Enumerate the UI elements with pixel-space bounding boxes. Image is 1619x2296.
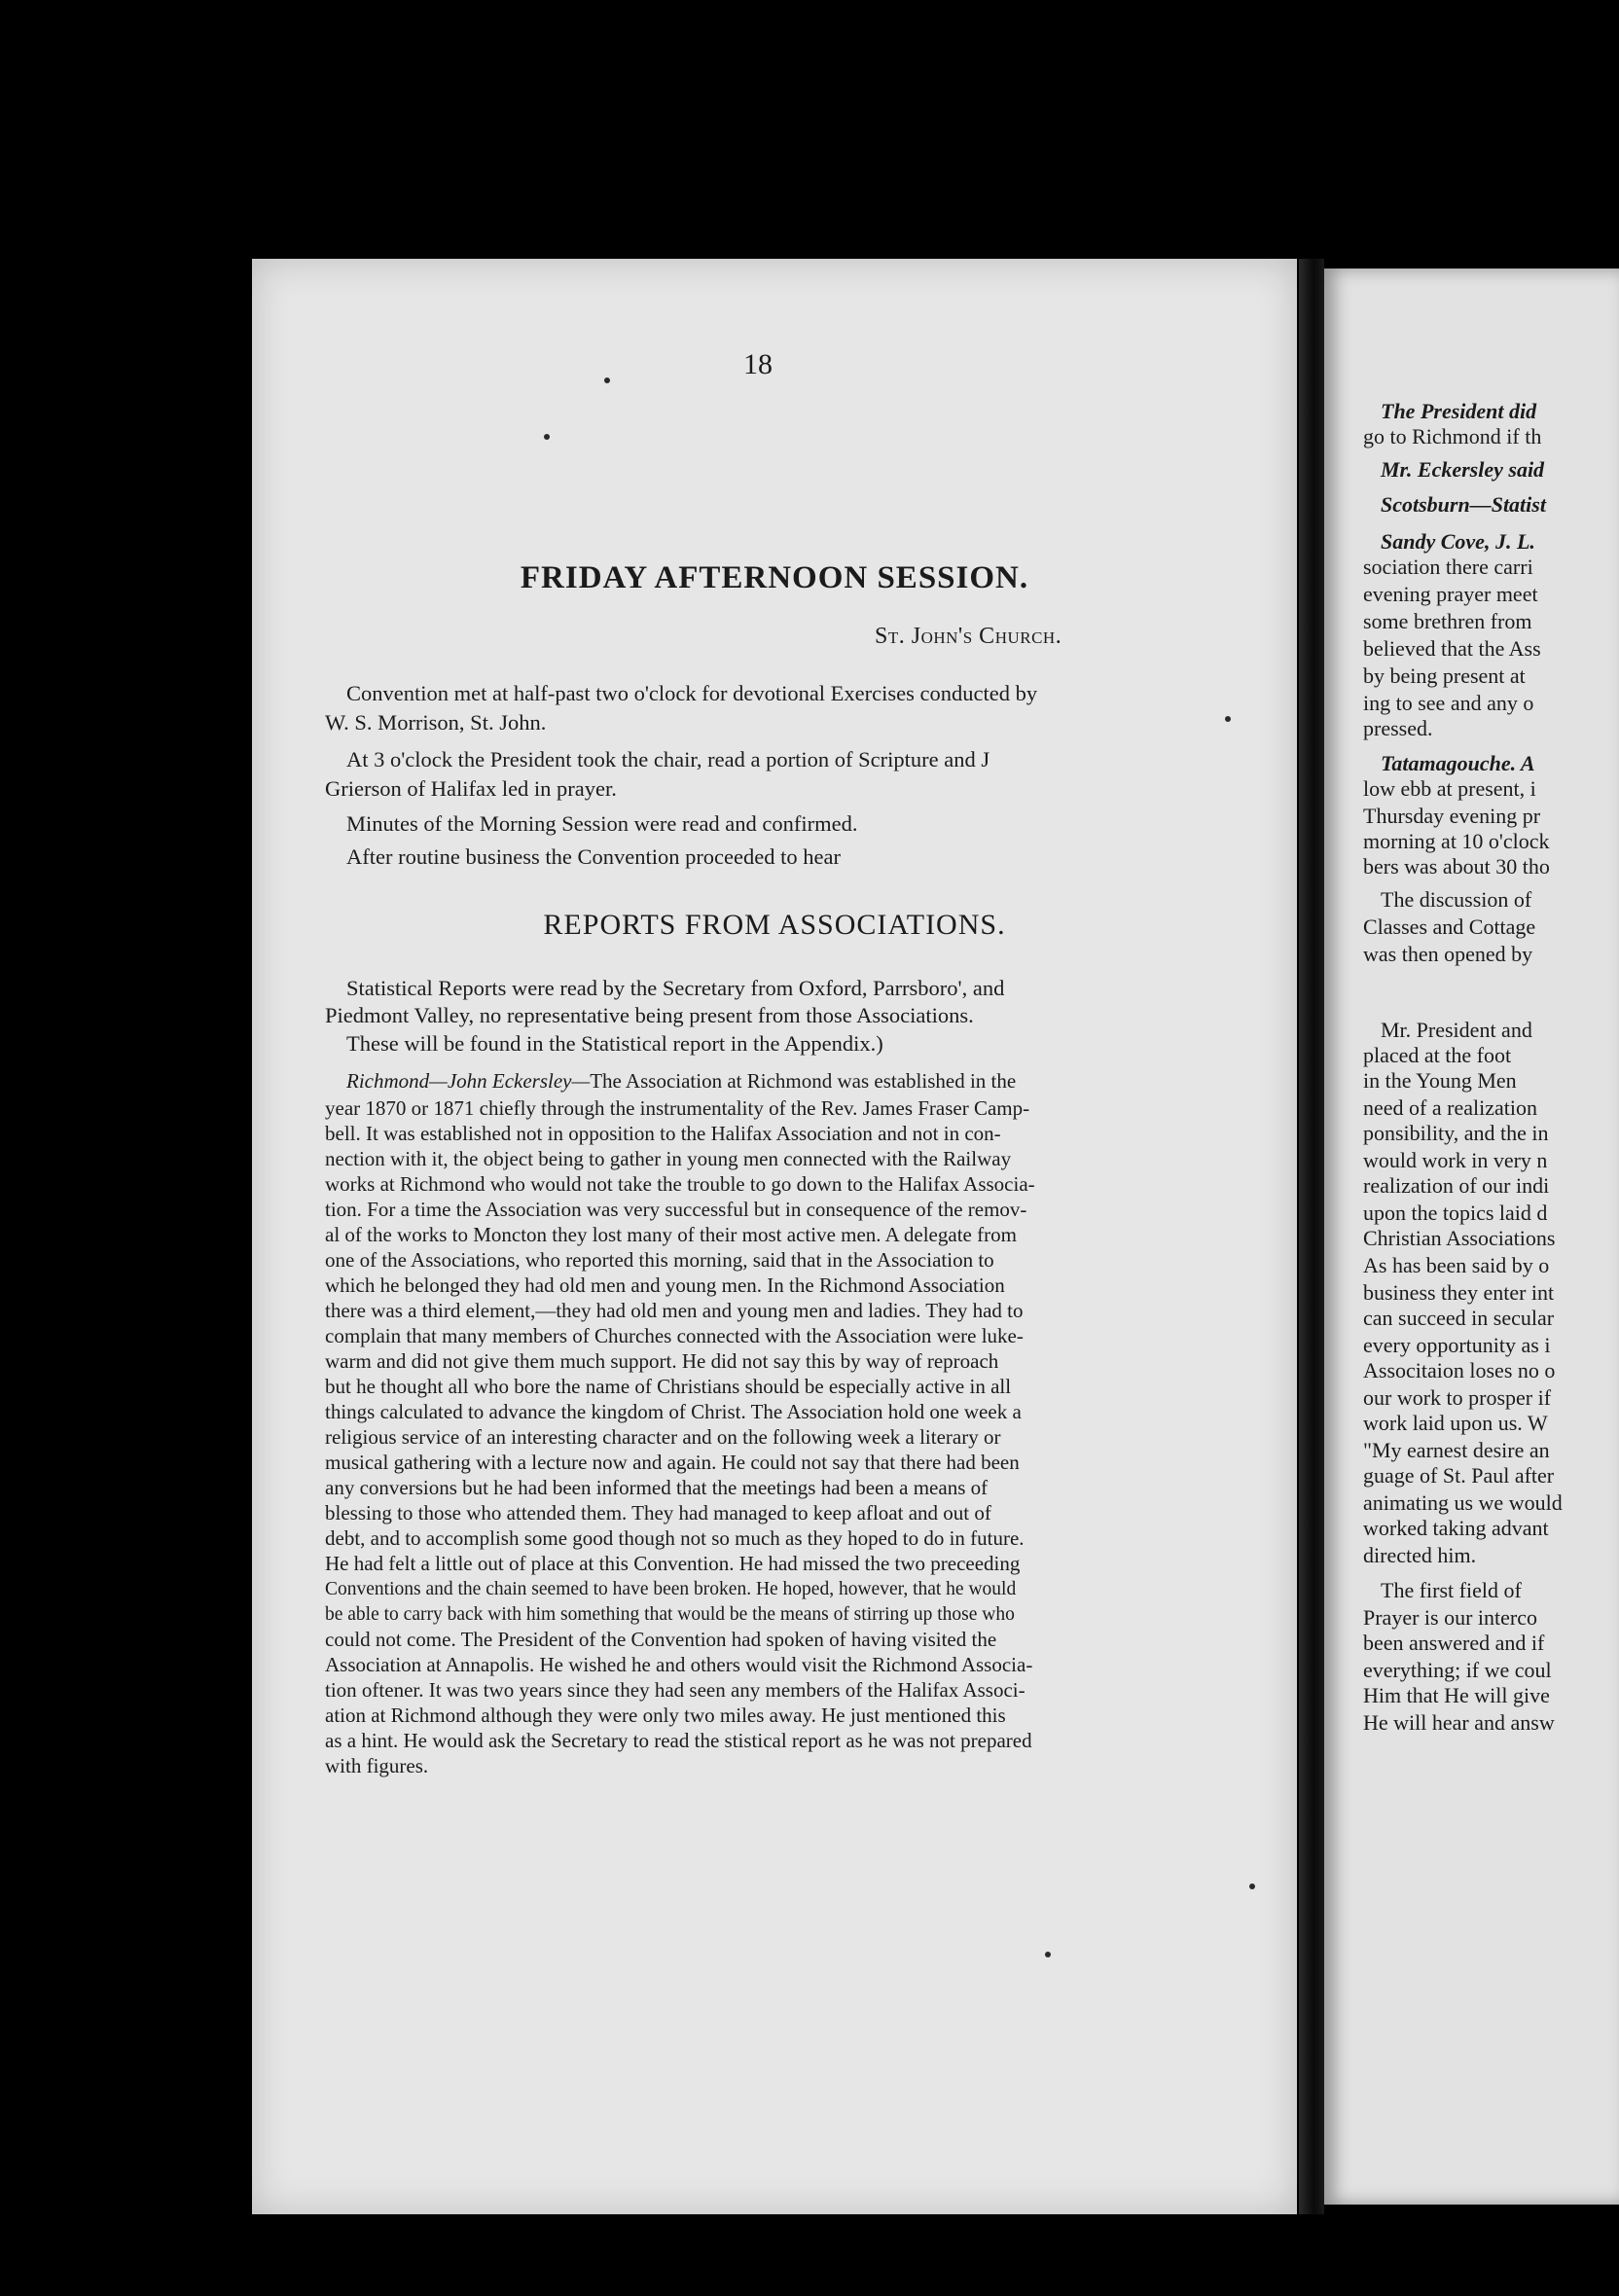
text-line: tion oftener. It was two years since they had seen any members of the Halifax Associ-	[325, 1678, 1025, 1702]
facing-text-line: work laid upon us. W	[1363, 1411, 1548, 1435]
text-line: there was a third element,—they had old men and young men and ladies. They had to	[325, 1299, 1024, 1322]
facing-text-line: The President did	[1381, 399, 1537, 423]
reports-heading: REPORTS FROM ASSOCIATIONS.	[543, 909, 1006, 941]
main-page	[252, 259, 1297, 2214]
text-line: which he belonged they had old men and young men. In the Richmond Association	[325, 1274, 1005, 1297]
facing-text-line: Sandy Cove, J. L.	[1381, 529, 1535, 554]
text-line: blessing to those who attended them. They had managed to keep afloat and out of	[325, 1501, 991, 1525]
facing-text-line: ing to see and any o	[1363, 691, 1534, 715]
facing-text-line: As has been said by o	[1363, 1253, 1550, 1277]
facing-text-line: need of a realization	[1363, 1095, 1537, 1120]
facing-text-line: Scotsburn—Statist	[1381, 492, 1546, 517]
facing-text-line: directed him.	[1363, 1543, 1477, 1567]
scan-speck	[604, 377, 610, 383]
facing-text-line: The discussion of	[1381, 887, 1532, 912]
text-line: Piedmont Valley, no representative being present from those Associations.	[325, 1003, 974, 1027]
text-line: any conversions but he had been informed that the meetings had been a means of	[325, 1476, 989, 1499]
text-line: After routine business the Convention proceeded to hear	[346, 844, 841, 869]
facing-text-line: "My earnest desire an	[1363, 1438, 1550, 1462]
location-line: St. John's Church.	[875, 624, 1062, 649]
text-line: Conventions and the chain seemed to have been broken. He hoped, however, that he would	[325, 1579, 1017, 1599]
text-line: works at Richmond who would not take the trouble to go down to the Halifax Associa-	[325, 1172, 1035, 1196]
facing-text-line: He will hear and answ	[1363, 1710, 1555, 1735]
facing-text-line: placed at the foot	[1363, 1043, 1512, 1067]
facing-text-line: some brethren from	[1363, 609, 1532, 633]
scan-speck	[544, 434, 550, 440]
text-line: warm and did not give them much support. He did not say this by way of reproach	[325, 1349, 999, 1373]
text-line: tion. For a time the Association was very successful but in consequence of the remov-	[325, 1198, 1027, 1221]
text-line: with figures.	[325, 1754, 429, 1777]
text-line: musical gathering with a lecture now and again. He could not say that there had been	[325, 1451, 1020, 1474]
facing-text-line: everything; if we coul	[1363, 1658, 1552, 1682]
text-line: ation at Richmond although they were only two miles away. He just mentioned this	[325, 1704, 1006, 1727]
facing-text-line: Tatamagouche. A	[1381, 751, 1535, 775]
text-line: Statistical Reports were read by the Secretary from Oxford, Parrsboro', and	[346, 976, 1005, 1000]
facing-text-line: evening prayer meet	[1363, 582, 1538, 606]
text-line: complain that many members of Churches connected with the Association were luke-	[325, 1324, 1024, 1347]
session-heading: FRIDAY AFTERNOON SESSION.	[520, 560, 1029, 595]
facing-text-line: go to Richmond if th	[1363, 424, 1542, 448]
facing-text-line: Thursday evening pr	[1363, 804, 1541, 828]
facing-text-line: Mr. President and	[1381, 1018, 1532, 1042]
facing-text-line: can succeed in secular	[1363, 1306, 1555, 1330]
facing-text-line: Him that He will give	[1363, 1683, 1550, 1707]
facing-text-line: every opportunity as i	[1363, 1333, 1551, 1357]
scan-speck	[1225, 716, 1231, 722]
text-line: al of the works to Moncton they lost many of their most active men. A delegate from	[325, 1223, 1017, 1246]
facing-text-line: Associtaion loses no o	[1363, 1358, 1556, 1382]
text-line: year 1870 or 1871 chiefly through the instrumentality of the Rev. James Fraser Camp-	[325, 1096, 1030, 1120]
text-line: religious service of an interesting character and on the following week a literary or	[325, 1425, 1001, 1449]
facing-text-line: The first field of	[1381, 1578, 1522, 1602]
text-line: bell. It was established not in opposition to the Halifax Association and not in con-	[325, 1122, 1001, 1145]
facing-text-line: believed that the Ass	[1363, 636, 1541, 661]
facing-text-line: animating us we would	[1363, 1490, 1563, 1515]
text-line: W. S. Morrison, St. John.	[325, 710, 547, 735]
scan-speck	[1249, 1883, 1255, 1889]
facing-text-line: business they enter int	[1363, 1280, 1555, 1305]
facing-text-line: was then opened by	[1363, 942, 1533, 966]
facing-text-line: Prayer is our interco	[1363, 1605, 1537, 1630]
text-line: debt, and to accomplish some good though not so much as they hoped to do in future.	[325, 1526, 1025, 1550]
text-line: nection with it, the object being to gather in young men connected with the Railway	[325, 1147, 1012, 1170]
text-line: He had felt a little out of place at this Convention. He had missed the two preceeding	[325, 1552, 1021, 1575]
facing-text-line: ponsibility, and the in	[1363, 1121, 1549, 1145]
facing-text-line: by being present at	[1363, 664, 1526, 688]
facing-text-line: our work to prosper if	[1363, 1385, 1552, 1410]
page-number: 18	[743, 348, 773, 380]
facing-text-line: morning at 10 o'clock	[1363, 829, 1550, 853]
text-line: things calculated to advance the kingdom of Christ. The Association hold one week a	[325, 1400, 1022, 1423]
facing-text-line: Mr. Eckersley said	[1381, 457, 1545, 482]
text-line: but he thought all who bore the name of Christians should be especially active in all	[325, 1375, 1012, 1398]
text-line: Grierson of Halifax led in prayer.	[325, 776, 617, 801]
facing-text-line: realization of our indi	[1363, 1173, 1550, 1198]
facing-text-line: sociation there carri	[1363, 555, 1533, 579]
text-line: could not come. The President of the Convention had spoken of having visited the	[325, 1628, 997, 1651]
facing-text-line: Christian Associations	[1363, 1226, 1556, 1250]
text-line: one of the Associations, who reported this morning, said that in the Association to	[325, 1248, 994, 1272]
text-line: be able to carry back with him something that would be the means of stirring up those who	[325, 1604, 1015, 1625]
text-line: Convention met at half-past two o'clock for devotional Exercises conducted by	[346, 681, 1038, 705]
richmond-lead: Richmond—John Eckersley—	[346, 1069, 591, 1093]
facing-text-line: would work in very n	[1363, 1148, 1548, 1172]
facing-text-line: guage of St. Paul after	[1363, 1463, 1555, 1488]
book-gutter	[1299, 259, 1324, 2214]
text-line: as a hint. He would ask the Secretary to read the stistical report as he was not prepared	[325, 1729, 1032, 1752]
facing-text-line: low ebb at present, i	[1363, 776, 1536, 801]
facing-page	[1324, 269, 1619, 2205]
facing-text-line: Classes and Cottage	[1363, 915, 1536, 939]
text-line: These will be found in the Statistical report in the Appendix.)	[346, 1031, 883, 1056]
facing-text-line: in the Young Men	[1363, 1068, 1517, 1093]
text-line: The Association at Richmond was established in the	[590, 1069, 1017, 1093]
facing-text-line: upon the topics laid d	[1363, 1201, 1548, 1225]
text-line: Association at Annapolis. He wished he and others would visit the Richmond Associa-	[325, 1653, 1033, 1676]
facing-text-line: been answered and if	[1363, 1631, 1545, 1655]
facing-text-line: worked taking advant	[1363, 1516, 1549, 1540]
facing-text-line: bers was about 30 tho	[1363, 854, 1550, 879]
scan-speck	[1045, 1952, 1051, 1957]
text-line: Minutes of the Morning Session were read and confirmed.	[346, 811, 858, 836]
text-line: At 3 o'clock the President took the chair, read a portion of Scripture and J	[346, 747, 990, 771]
facing-text-line: pressed.	[1363, 716, 1433, 740]
richmond-first-line	[346, 1068, 1016, 1094]
